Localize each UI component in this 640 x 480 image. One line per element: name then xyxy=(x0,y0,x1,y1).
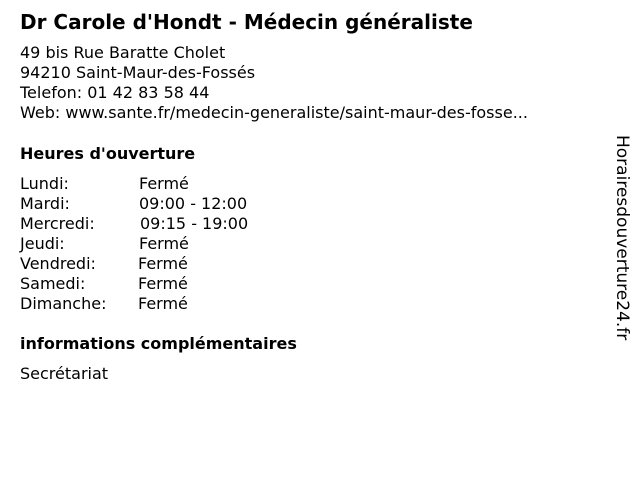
page-title: Dr Carole d'Hondt - Médecin généraliste xyxy=(20,10,473,34)
day-label: Mardi: xyxy=(20,194,70,213)
phone-number: Telefon: 01 42 83 58 44 xyxy=(20,83,210,102)
day-label: Dimanche: xyxy=(20,294,107,313)
city-address: 94210 Saint-Maur-des-Fossés xyxy=(20,63,256,82)
day-label: Vendredi: xyxy=(20,254,96,273)
website-link[interactable]: Web: www.sante.fr/medecin-generaliste/saint-maur-des-fosse... xyxy=(20,103,528,122)
day-hours: Fermé xyxy=(139,234,189,253)
opening-hours-heading: Heures d'ouverture xyxy=(20,144,196,163)
day-label: Jeudi: xyxy=(20,234,65,253)
day-hours: Fermé xyxy=(138,294,188,313)
day-hours: Fermé xyxy=(139,174,189,193)
side-brand-watermark: Horairesdouverture24.fr xyxy=(612,135,632,341)
additional-info-text: Secrétariat xyxy=(20,364,109,383)
day-hours: Fermé xyxy=(138,274,188,293)
day-hours: 09:00 - 12:00 xyxy=(139,194,248,213)
street-address: 49 bis Rue Baratte Cholet xyxy=(20,43,226,62)
day-hours: Fermé xyxy=(138,254,188,273)
day-hours: 09:15 - 19:00 xyxy=(140,214,249,233)
additional-info-heading: informations complémentaires xyxy=(20,334,297,353)
day-label: Lundi: xyxy=(20,174,69,193)
day-label: Mercredi: xyxy=(20,214,95,233)
day-label: Samedi: xyxy=(20,274,86,293)
